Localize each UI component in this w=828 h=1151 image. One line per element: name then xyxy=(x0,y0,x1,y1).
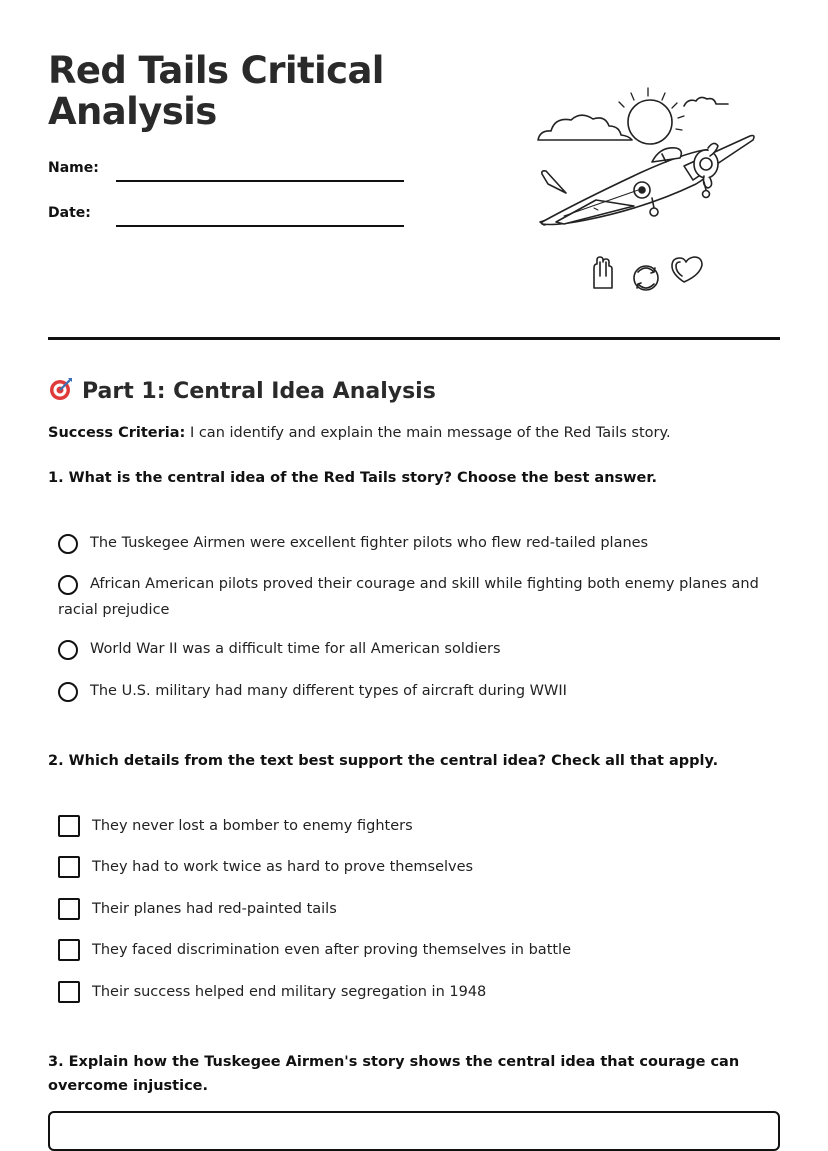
airplane-illustration-icon xyxy=(534,84,762,234)
checkbox[interactable] xyxy=(58,856,80,878)
raised-hand-icon xyxy=(594,257,612,288)
option-label: They faced discrimination even after proving themselves in battle xyxy=(92,942,572,958)
checkbox[interactable] xyxy=(58,981,80,1003)
target-icon xyxy=(48,376,74,402)
q1-option-1[interactable] xyxy=(58,530,778,556)
q2-option-5[interactable] xyxy=(58,979,778,1005)
option-label: World War II was a difficult time for all American soldiers xyxy=(90,641,501,657)
part1-heading xyxy=(48,376,436,404)
cycle-arrows-icon xyxy=(634,266,658,290)
radio-button[interactable] xyxy=(58,682,78,702)
success-criteria-text: I can identify and explain the main message of the Red Tails story. xyxy=(185,425,671,441)
name-label: Name: xyxy=(48,160,99,176)
question-3: 3. Explain how the Tuskegee Airmen's story shows the central idea that courage can overcome injustice. xyxy=(48,1054,740,1094)
option-label: Their planes had red-painted tails xyxy=(92,901,337,917)
option-label: They never lost a bomber to enemy fighters xyxy=(92,818,413,834)
q1-option-4[interactable] xyxy=(58,678,778,704)
question-2: 2. Which details from the text best support the central idea? Check all that apply. xyxy=(48,753,719,769)
q2-option-4[interactable] xyxy=(58,937,778,963)
section-divider xyxy=(48,337,780,340)
date-field[interactable] xyxy=(116,225,404,227)
checkbox[interactable] xyxy=(58,898,80,920)
checkbox[interactable] xyxy=(58,815,80,837)
success-criteria xyxy=(48,425,671,441)
success-criteria-label: Success Criteria: xyxy=(48,425,186,441)
date-label: Date: xyxy=(48,205,91,221)
option-label: Their success helped end military segregation in 1948 xyxy=(92,984,487,1000)
option-label: They had to work twice as hard to prove themselves xyxy=(92,859,474,875)
checkbox[interactable] xyxy=(58,939,80,961)
radio-button[interactable] xyxy=(58,640,78,660)
q2-option-1[interactable] xyxy=(58,813,778,839)
option-label: The Tuskegee Airmen were excellent fighter pilots who flew red-tailed planes xyxy=(90,535,649,551)
q3-answer-box[interactable] xyxy=(48,1111,780,1151)
radio-button[interactable] xyxy=(58,575,78,595)
part1-title: Part 1: Central Idea Analysis xyxy=(82,379,436,404)
option-label: African American pilots proved their courage and skill while fighting both enemy planes and racial prejudice xyxy=(58,576,759,618)
q2-option-3[interactable] xyxy=(58,896,778,922)
question-1: 1. What is the central idea of the Red Tails story? Choose the best answer. xyxy=(48,470,657,486)
q1-option-3[interactable] xyxy=(58,636,778,662)
q2-option-2[interactable] xyxy=(58,854,778,880)
radio-button[interactable] xyxy=(58,534,78,554)
value-icons xyxy=(586,254,710,294)
page-title: Red Tails Critical Analysis xyxy=(48,49,384,133)
option-label: The U.S. military had many different types of aircraft during WWII xyxy=(90,683,567,699)
q1-option-2[interactable] xyxy=(58,571,778,623)
heart-icon xyxy=(672,257,702,282)
name-field[interactable] xyxy=(116,180,404,182)
